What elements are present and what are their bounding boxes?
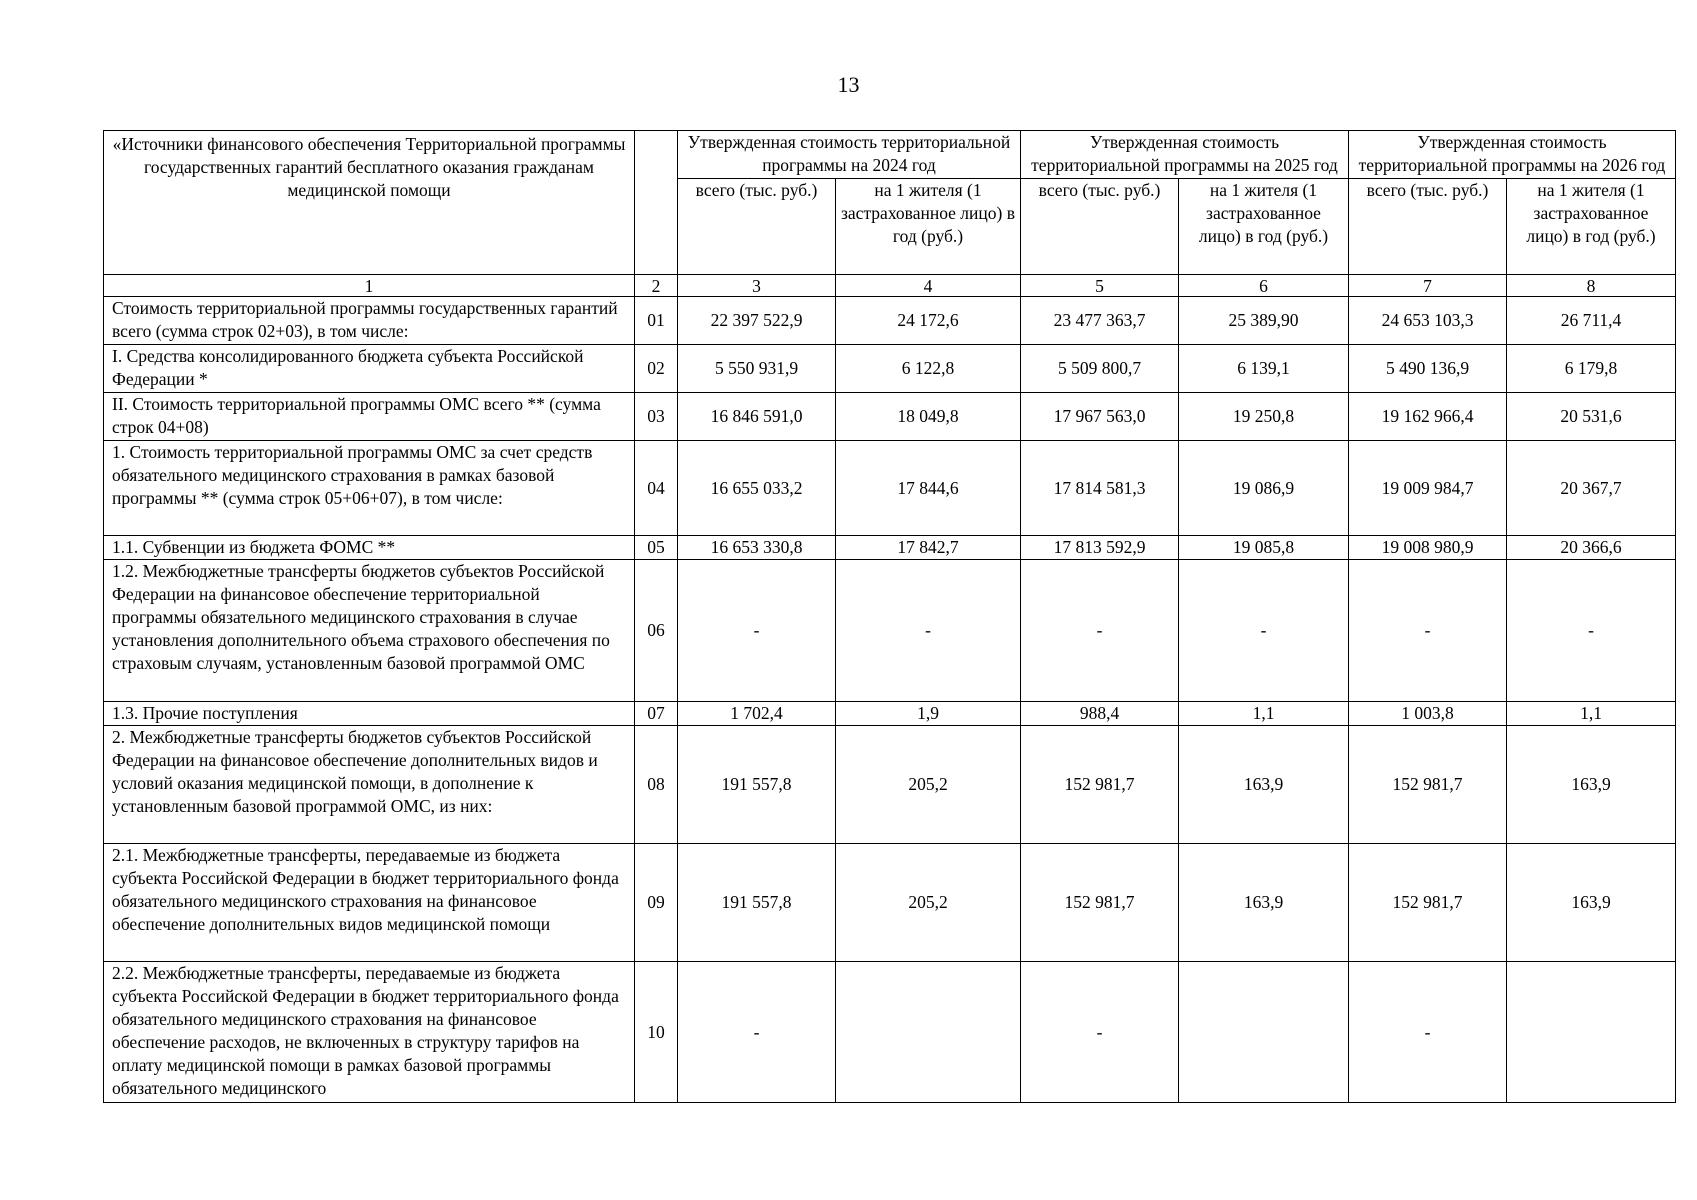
row-value: 152 981,7 <box>1349 844 1507 962</box>
column-number: 3 <box>678 275 836 297</box>
row-value: 205,2 <box>836 844 1021 962</box>
row-value: 5 490 136,9 <box>1349 345 1507 393</box>
table-row <box>104 844 1676 962</box>
column-number: 5 <box>1021 275 1179 297</box>
row-value: 1 003,8 <box>1349 702 1507 726</box>
row-value: 19 086,9 <box>1179 441 1349 536</box>
row-value: 1 702,4 <box>678 702 836 726</box>
row-value: 988,4 <box>1021 702 1179 726</box>
row-value: - <box>1021 560 1179 702</box>
row-description: 2. Межбюджетные трансферты бюджетов субъектов Российской Федерации на финансовое обеспечение дополнительных видов и условий оказания медицинской помощи, в дополнение к установленным базовой программой ОМС, из них: <box>104 726 635 844</box>
row-value: 152 981,7 <box>1349 726 1507 844</box>
row-value: 163,9 <box>1507 726 1676 844</box>
row-description: 1.3. Прочие поступления <box>104 702 635 726</box>
table-row <box>104 441 1676 536</box>
row-value: 23 477 363,7 <box>1021 297 1179 345</box>
row-value: 19 009 984,7 <box>1349 441 1507 536</box>
header-total-2024: всего (тыс. руб.) <box>678 179 836 275</box>
row-value: 16 846 591,0 <box>678 393 836 441</box>
row-value <box>1507 962 1676 1103</box>
table-row <box>104 702 1676 726</box>
row-value: 191 557,8 <box>678 844 836 962</box>
row-value: - <box>1507 560 1676 702</box>
row-code: 05 <box>635 536 678 560</box>
row-value: 1,1 <box>1507 702 1676 726</box>
column-number: 6 <box>1179 275 1349 297</box>
page-number: 13 <box>837 72 860 97</box>
header-total-2026: всего (тыс. руб.) <box>1349 179 1507 275</box>
row-value: 163,9 <box>1179 726 1349 844</box>
row-code: 04 <box>635 441 678 536</box>
row-value: 17 842,7 <box>836 536 1021 560</box>
row-value: 17 813 592,9 <box>1021 536 1179 560</box>
row-value: 17 967 563,0 <box>1021 393 1179 441</box>
row-value <box>1179 962 1349 1103</box>
row-value: 24 653 103,3 <box>1349 297 1507 345</box>
row-value: - <box>678 560 836 702</box>
row-code: 01 <box>635 297 678 345</box>
row-value: 19 250,8 <box>1179 393 1349 441</box>
column-number: 4 <box>836 275 1021 297</box>
row-code: 02 <box>635 345 678 393</box>
row-value: 5 509 800,7 <box>1021 345 1179 393</box>
row-description: 1.1. Субвенции из бюджета ФОМС ** <box>104 536 635 560</box>
row-value: 22 397 522,9 <box>678 297 836 345</box>
row-description: II. Стоимость территориальной программы ОМС всего ** (сумма строк 04+08) <box>104 393 635 441</box>
row-value: - <box>1021 962 1179 1103</box>
table-row <box>104 536 1676 560</box>
row-value: 26 711,4 <box>1507 297 1676 345</box>
row-value: 163,9 <box>1179 844 1349 962</box>
header-year-2024: Утвержденная стоимость территориальной программы на 2024 год <box>678 131 1021 179</box>
row-value: 20 366,6 <box>1507 536 1676 560</box>
row-value: 20 531,6 <box>1507 393 1676 441</box>
row-code: 10 <box>635 962 678 1103</box>
row-value: - <box>678 962 836 1103</box>
row-value: 163,9 <box>1507 844 1676 962</box>
header-code <box>635 131 678 275</box>
row-value <box>836 962 1021 1103</box>
table-row <box>104 297 1676 345</box>
header-row-years <box>104 131 1676 179</box>
row-value: 16 655 033,2 <box>678 441 836 536</box>
row-value: 205,2 <box>836 726 1021 844</box>
row-code: 08 <box>635 726 678 844</box>
row-value: 17 814 581,3 <box>1021 441 1179 536</box>
row-value: 19 085,8 <box>1179 536 1349 560</box>
row-value: 17 844,6 <box>836 441 1021 536</box>
column-number: 1 <box>104 275 635 297</box>
column-number: 8 <box>1507 275 1676 297</box>
row-value: 16 653 330,8 <box>678 536 836 560</box>
table-row <box>104 726 1676 844</box>
table-row <box>104 393 1676 441</box>
table-row <box>104 345 1676 393</box>
header-year-2025: Утвержденная стоимость территориальной программы на 2025 год <box>1021 131 1349 179</box>
row-value: 1,9 <box>836 702 1021 726</box>
row-value: 191 557,8 <box>678 726 836 844</box>
row-value: 6 179,8 <box>1507 345 1676 393</box>
row-description: Стоимость территориальной программы государственных гарантий всего (сумма строк 02+03), в том числе: <box>104 297 635 345</box>
row-description: I. Средства консолидированного бюджета субъекта Российской Федерации * <box>104 345 635 393</box>
header-total-2025: всего (тыс. руб.) <box>1021 179 1179 275</box>
row-value: 6 122,8 <box>836 345 1021 393</box>
row-value: 20 367,7 <box>1507 441 1676 536</box>
table-row <box>104 560 1676 702</box>
row-value: - <box>1179 560 1349 702</box>
row-code: 07 <box>635 702 678 726</box>
row-value: - <box>836 560 1021 702</box>
row-code: 06 <box>635 560 678 702</box>
row-value: - <box>1349 962 1507 1103</box>
row-value: 6 139,1 <box>1179 345 1349 393</box>
header-per-capita-2026: на 1 жителя (1 застрахованное лицо) в год (руб.) <box>1507 179 1676 275</box>
row-value: - <box>1349 560 1507 702</box>
row-value: 24 172,6 <box>836 297 1021 345</box>
row-value: 152 981,7 <box>1021 844 1179 962</box>
header-per-capita-2025: на 1 жителя (1 застрахованное лицо) в год (руб.) <box>1179 179 1349 275</box>
row-code: 09 <box>635 844 678 962</box>
row-value: 152 981,7 <box>1021 726 1179 844</box>
row-value: 19 008 980,9 <box>1349 536 1507 560</box>
row-description: 1. Стоимость территориальной программы ОМС за счет средств обязательного медицинского страхования в рамках базовой программы ** (сумма строк 05+06+07), в том числе: <box>104 441 635 536</box>
row-value: 1,1 <box>1179 702 1349 726</box>
header-year-2026: Утвержденная стоимость территориальной программы на 2026 год <box>1349 131 1676 179</box>
table-row <box>104 962 1676 1103</box>
row-value: 19 162 966,4 <box>1349 393 1507 441</box>
column-number: 2 <box>635 275 678 297</box>
column-number-row <box>104 275 1676 297</box>
row-code: 03 <box>635 393 678 441</box>
financing-sources-table <box>103 130 1676 1103</box>
row-description: 2.1. Межбюджетные трансферты, передаваемые из бюджета субъекта Российской Федерации в бюджет территориального фонда обязательного медицинского страхования на финансовое обеспечение дополнительных видов медицинской помощи <box>104 844 635 962</box>
row-value: 18 049,8 <box>836 393 1021 441</box>
row-description: 2.2. Межбюджетные трансферты, передаваемые из бюджета субъекта Российской Федерации в бюджет территориального фонда обязательного медицинского страхования на финансовое обеспечение расходов, не включенных в структуру тарифов на оплату медицинской помощи в рамках базовой программы обязательного медицинского <box>104 962 635 1103</box>
row-description: 1.2. Межбюджетные трансферты бюджетов субъектов Российской Федерации на финансовое обеспечение территориальной программы обязательного медицинского страхования в случае установления дополнительного объема страхового обеспечения по страховым случаям, установленным базовой программой ОМС <box>104 560 635 702</box>
row-value: 25 389,90 <box>1179 297 1349 345</box>
row-value: 5 550 931,9 <box>678 345 836 393</box>
header-sources: «Источники финансового обеспечения Территориальной программы государственных гарантий бесплатного оказания гражданам медицинской помощи <box>104 131 635 275</box>
column-number: 7 <box>1349 275 1507 297</box>
header-per-capita-2024: на 1 жителя (1 застрахованное лицо) в год (руб.) <box>836 179 1021 275</box>
